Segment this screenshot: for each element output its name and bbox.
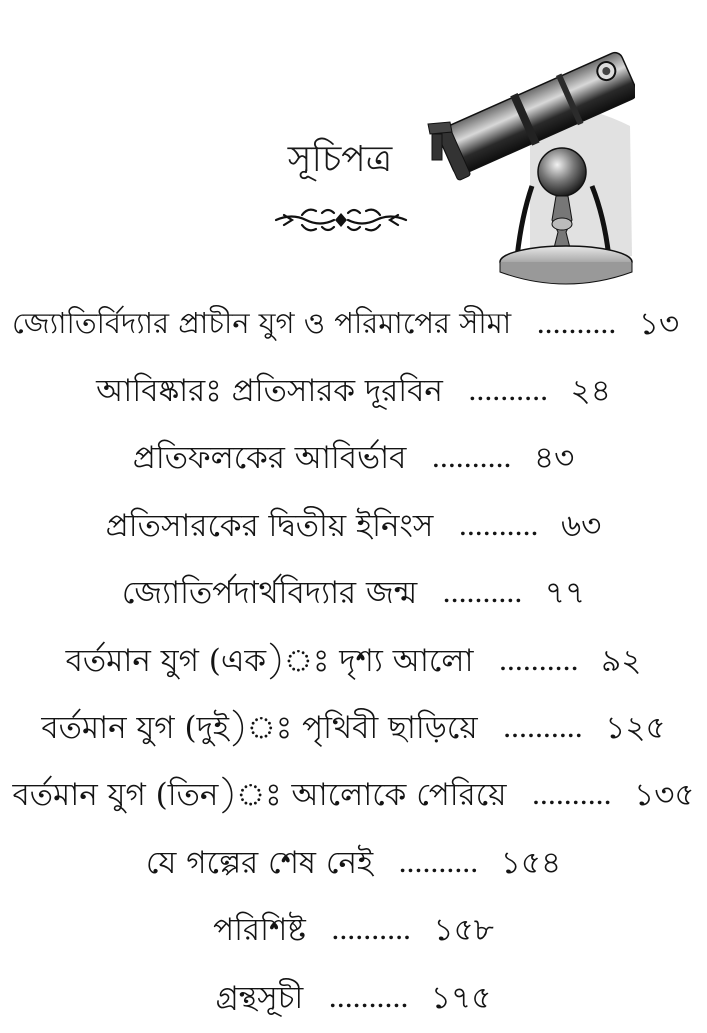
toc-leader-dots: .......... [432, 448, 513, 473]
toc-leader-dots: .......... [329, 987, 409, 1012]
toc-entry-title: যে গল্পের শেষ নেই [145, 844, 374, 881]
toc-entry[interactable] [0, 629, 707, 696]
toc-leader-dots: .......... [331, 920, 412, 945]
flourish-ornament [272, 203, 410, 237]
toc-entry-page: ১৭৫ [430, 979, 492, 1016]
toc-entry[interactable] [0, 494, 707, 561]
toc-entry-title: প্রতিসারকের দ্বিতীয় ইনিংস [105, 507, 434, 544]
toc-entry-title: বর্তমান যুগ (দুই)ঃ পৃথিবী ছাড়িয়ে [41, 710, 478, 747]
toc-entry-page: ৭৭ [544, 575, 586, 612]
toc-entry-page: ১৩ [638, 305, 680, 342]
toc-entry[interactable] [0, 292, 707, 359]
toc-leader-dots: .......... [537, 313, 617, 338]
toc-entry-page: ৪৩ [534, 440, 575, 477]
toc-leader-dots: .......... [399, 852, 479, 877]
toc-entry-page: ১৫৮ [433, 912, 494, 949]
toc-entry[interactable] [0, 831, 707, 898]
toc-entry-title: প্রতিফলকের আবির্ভাব [132, 440, 407, 477]
toc-entry-page: ৯২ [601, 642, 642, 679]
toc-entry-title: আবিষ্কারঃ প্রতিসারক দূরবিন [96, 373, 443, 410]
toc-leader-dots: .......... [503, 718, 584, 743]
toc-entry-title: গ্রন্থসূচী [215, 979, 304, 1016]
toc-entry[interactable] [0, 359, 707, 426]
toc-leader-dots: .......... [532, 785, 613, 810]
toc-entry-page: ১৫৪ [500, 844, 562, 881]
toc-entry[interactable] [0, 764, 707, 831]
toc-leader-dots: .......... [499, 650, 580, 675]
toc-entry-title: জ্যোতির্বিদ্যার প্রাচীন যুগ ও পরিমাপের সীমা [12, 306, 512, 341]
toc-leader-dots: .......... [468, 381, 549, 406]
telescope-illustration [420, 6, 635, 286]
toc-entry[interactable] [0, 899, 707, 966]
toc-entry-page: ২৪ [570, 373, 611, 410]
toc-entry-title: জ্যোতির্পদার্থবিদ্যার জন্ম [121, 575, 418, 612]
toc-entry-page: ১২৫ [605, 710, 666, 747]
page-title: সূচিপত্র [287, 139, 393, 180]
toc-entry-title: পরিশিষ্ট [213, 912, 306, 949]
table-of-contents [0, 292, 707, 1033]
toc-entry[interactable] [0, 562, 707, 629]
toc-entry-page: ৬৩ [561, 507, 602, 544]
toc-entry-page: ১৩৫ [634, 777, 695, 814]
toc-entry[interactable] [0, 966, 707, 1033]
toc-entry-title: বর্তমান যুগ (তিন)ঃ আলোকে পেরিয়ে [12, 777, 507, 814]
toc-entry-title: বর্তমান যুগ (এক)ঃ দৃশ্য আলো [65, 642, 474, 679]
toc-leader-dots: .......... [443, 583, 523, 608]
toc-leader-dots: .......... [459, 515, 540, 540]
toc-entry[interactable] [0, 696, 707, 763]
toc-entry[interactable] [0, 427, 707, 494]
